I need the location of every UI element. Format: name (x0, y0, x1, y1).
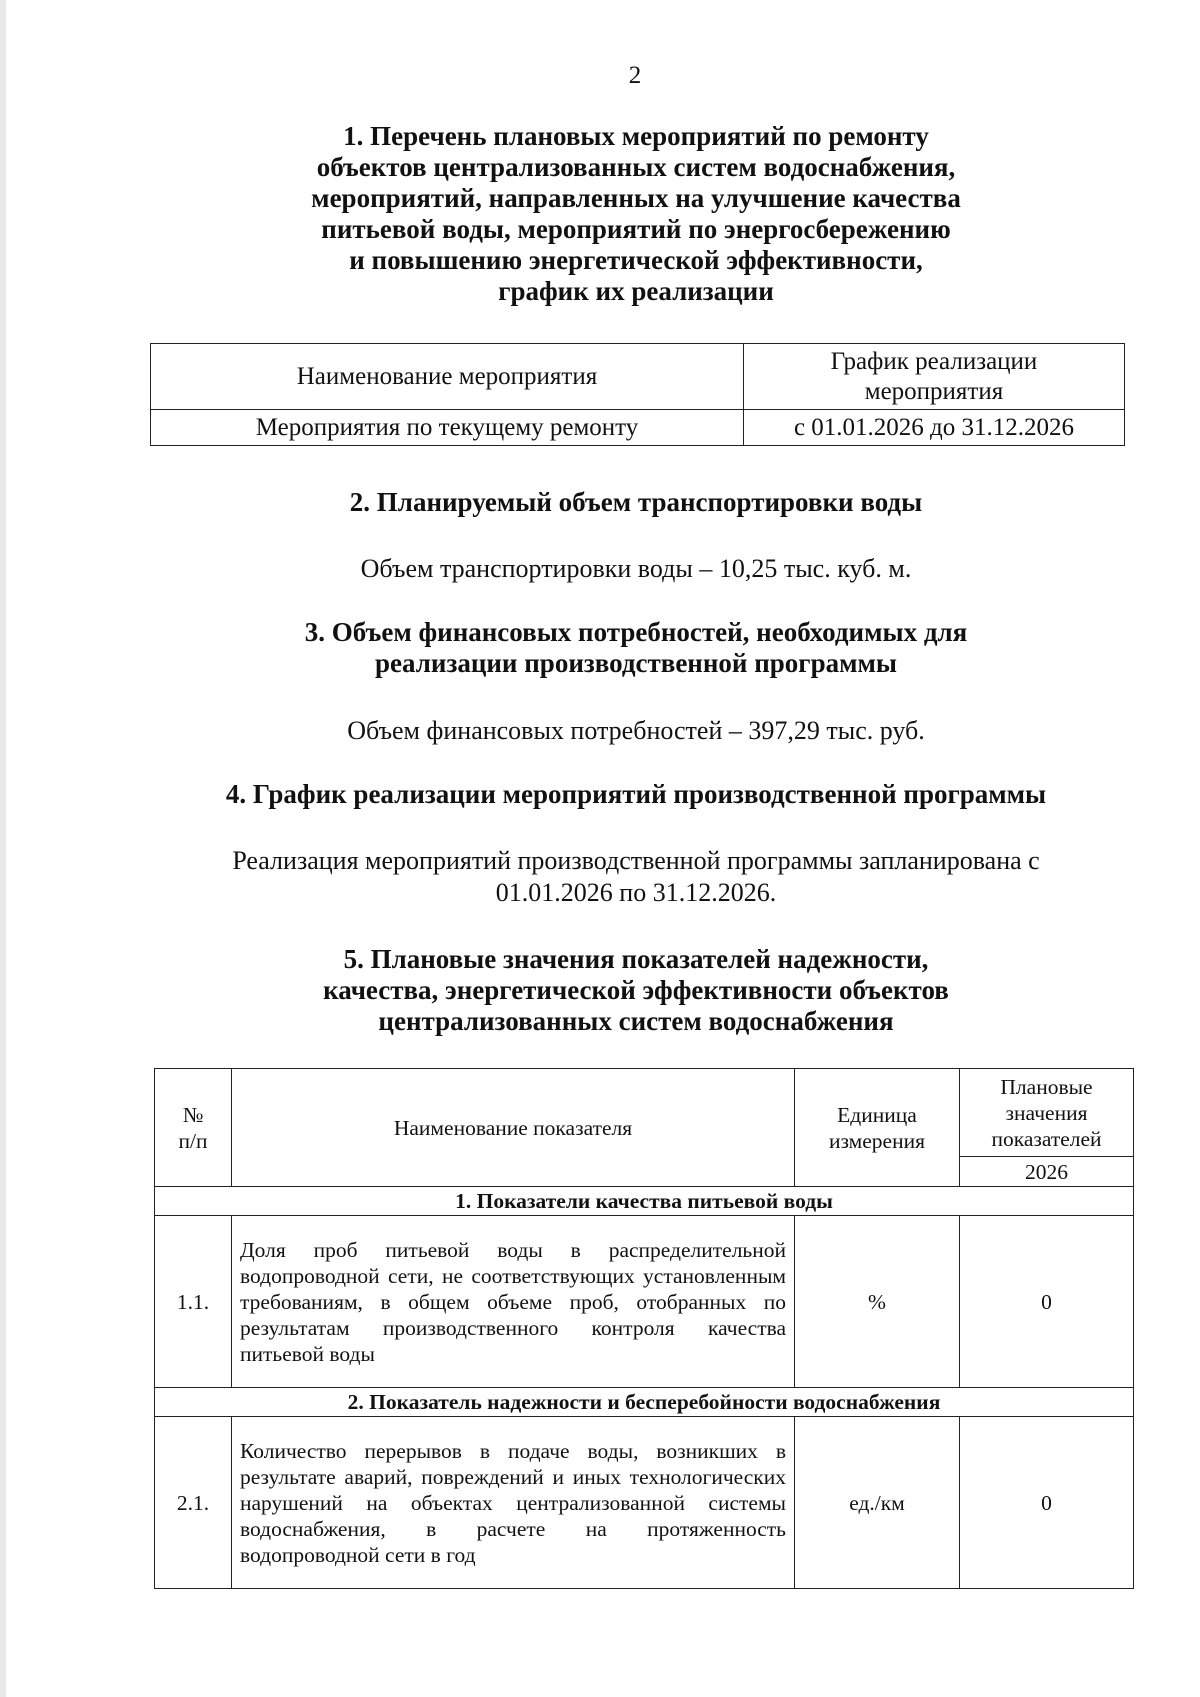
schedule-text (0, 845, 1200, 909)
row-num-cell: 1.1. (155, 1216, 232, 1388)
section5-title-line: качества, энергетической эффективности объектов (323, 975, 949, 1005)
header-plan-line: показателей (991, 1126, 1102, 1151)
section5-title-line: централизованных систем водоснабжения (378, 1006, 894, 1036)
row-name-cell: Количество перерывов в подаче воды, возникших в результате аварий, повреждений и иных технологических нарушений на объектах централизованной системы водоснабжения, в расчете на протяженность водопроводной сети в год (232, 1417, 795, 1589)
section1-title (0, 121, 1200, 307)
header-year-cell: 2026 (960, 1157, 1134, 1187)
section2-title: 2. Планируемый объем транспортировки воды (349, 487, 923, 517)
row-unit-cell: ед./км (795, 1417, 960, 1589)
table-row (155, 1216, 1134, 1388)
section5-title (0, 944, 1200, 1037)
indicators-table (154, 1068, 1134, 1589)
row-num-cell: 2.1. (155, 1417, 232, 1589)
section1-title-line: 1. Перечень плановых мероприятий по ремонту (343, 121, 929, 151)
col-activity-name-header: Наименование мероприятия (151, 344, 744, 410)
col-schedule-header-line: График реализации (830, 347, 1038, 375)
col-schedule-header (744, 344, 1125, 410)
section1-title-line: мероприятий, направленных на улучшение качества (311, 183, 961, 213)
section1-title-line: график их реализации (498, 276, 774, 306)
activity-name-cell: Мероприятия по текущему ремонту (151, 410, 744, 446)
section3-title-line: реализации производственной программы (375, 648, 897, 678)
table-row (155, 1417, 1134, 1589)
section1-title-line: питьевой воды, мероприятий по энергосбережению (321, 214, 951, 244)
header-num-line: № (182, 1102, 204, 1127)
group-row (155, 1187, 1134, 1216)
group-reliability-heading: 2. Показатель надежности и бесперебойности водоснабжения (155, 1388, 1134, 1417)
activities-table (150, 343, 1125, 446)
header-num-cell (155, 1069, 232, 1187)
activity-period-cell: с 01.01.2026 до 31.12.2026 (744, 410, 1125, 446)
schedule-text-line: Реализация мероприятий производственной программы запланирована с (232, 846, 1040, 875)
group-quality-heading: 1. Показатели качества питьевой воды (155, 1187, 1134, 1216)
activities-table-header (151, 344, 1125, 410)
section3-title-line: 3. Объем финансовых потребностей, необходимых для (304, 617, 968, 647)
row-value-cell: 0 (960, 1216, 1134, 1388)
section1-title-line: объектов централизованных систем водоснабжения, (316, 152, 956, 182)
section1-title-line: и повышению энергетической эффективности, (349, 245, 923, 275)
page-number: 2 (628, 62, 642, 89)
header-plan-line: значения (1005, 1100, 1088, 1125)
row-value-cell: 0 (960, 1417, 1134, 1589)
header-unit-line: Единица (837, 1102, 917, 1127)
col-schedule-header-line: мероприятия (864, 377, 1004, 405)
activities-table-row (151, 410, 1125, 446)
section3-title (0, 617, 1200, 679)
header-unit-line: измерения (828, 1128, 926, 1153)
section5-title-line: 5. Плановые значения показателей надежности, (343, 944, 929, 974)
group-row (155, 1388, 1134, 1417)
schedule-text-line: 01.01.2026 по 31.12.2026. (495, 878, 777, 907)
header-num-line: п/п (178, 1128, 208, 1153)
row-unit-cell: % (795, 1216, 960, 1388)
header-unit-cell (795, 1069, 960, 1187)
header-plan-cell (960, 1069, 1134, 1157)
section4-title: 4. График реализации мероприятий производственной программы (225, 779, 1047, 809)
row-name-cell: Доля проб питьевой воды в распределительной водопроводной сети, не соответствующих установленным требованиям, в общем объеме проб, отобранных по результатам производственного контроля качества питьевой воды (232, 1216, 795, 1388)
indicators-header-row (155, 1069, 1134, 1157)
financial-needs-text: Объем финансовых потребностей – 397,29 тыс. руб. (347, 716, 925, 745)
header-plan-line: Плановые (1000, 1074, 1093, 1099)
water-volume-text: Объем транспортировки воды – 10,25 тыс. куб. м. (360, 554, 912, 583)
header-name-cell: Наименование показателя (232, 1069, 795, 1187)
